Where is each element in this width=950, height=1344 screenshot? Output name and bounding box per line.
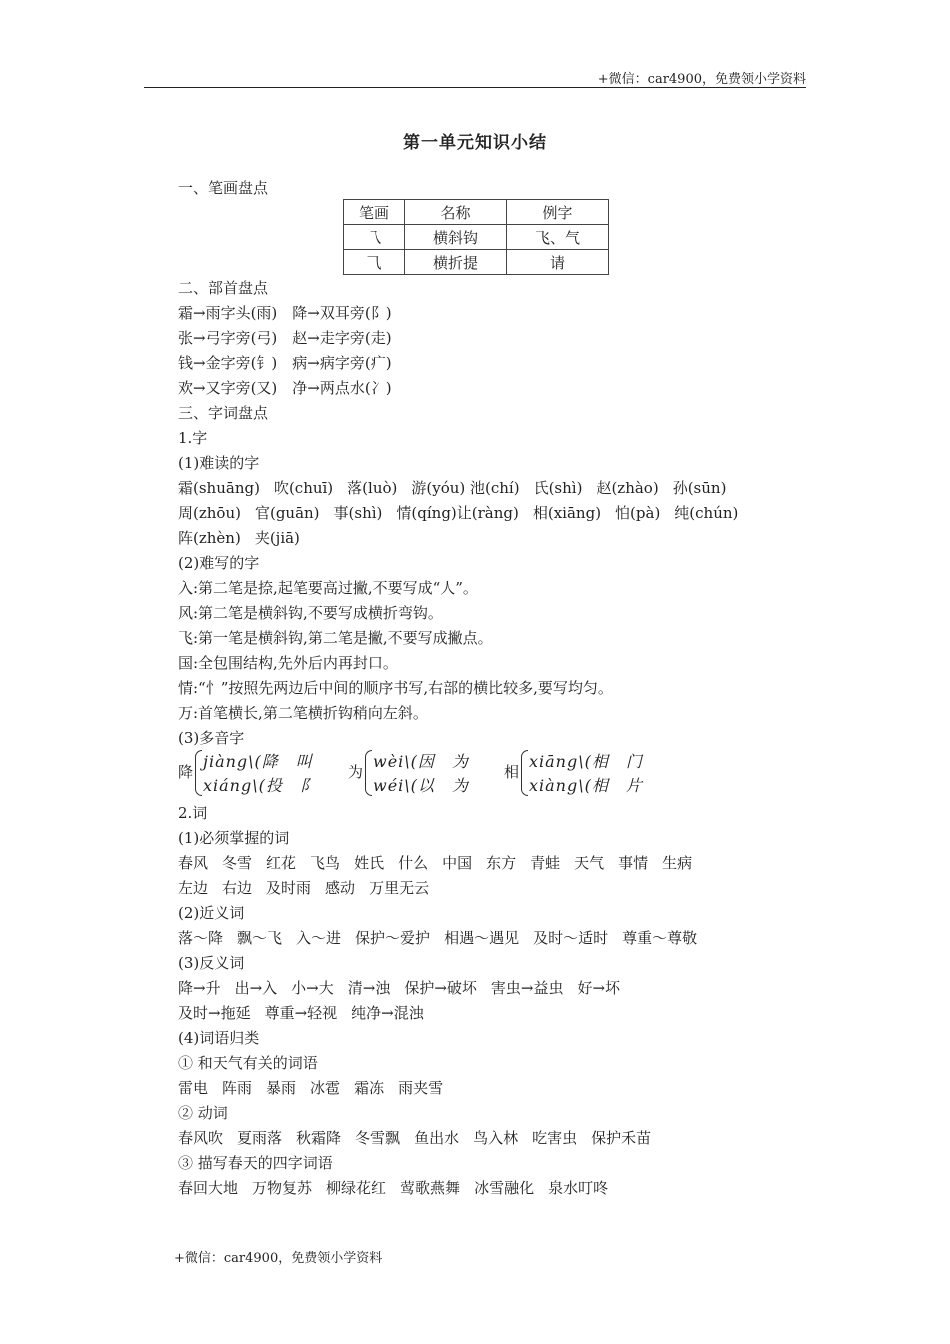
word-item: 阵雨 (222, 1079, 253, 1097)
polyphone-char: 为 (348, 763, 364, 781)
brace-icon (521, 750, 528, 796)
brace-icon (195, 750, 202, 796)
radical-line: 张→弓字旁(弓) 赵→走字旁(走) (178, 329, 392, 347)
write-note: 情:“忄”按照先两边后中间的顺序书写,右部的横比较多,要写均匀。 (178, 679, 613, 697)
section-heading: 一、笔画盘点 (178, 179, 269, 197)
table-header-cell: 例字 (507, 200, 609, 225)
word-item: 中国 (442, 854, 473, 872)
word-item: 周(zhōu) (178, 504, 241, 522)
word-line (178, 926, 818, 951)
word-item: 万里无云 (369, 879, 430, 897)
word-line (178, 1176, 818, 1201)
main-content (178, 176, 818, 1201)
word-item: 吃害虫 (532, 1129, 578, 1147)
word-item: 红花 (266, 854, 297, 872)
stroke-name: 横折提 (405, 250, 507, 275)
polyphone-reading: xiàng\(相 片 (529, 776, 643, 795)
word-item: 降→升 (178, 979, 221, 997)
radical-line: 欢→又字旁(又) 净→两点水(冫) (178, 379, 392, 397)
word-item: 鱼出水 (414, 1129, 460, 1147)
word-item: 入～进 (296, 929, 342, 947)
category-title: ① 和天气有关的词语 (178, 1054, 318, 1072)
word-item: 左边 (178, 879, 209, 897)
word-item: 情(qíng)让(ràng) (396, 504, 519, 522)
word-item: 天气 (574, 854, 605, 872)
write-note: 国:全包围结构,先外后内再封口。 (178, 654, 398, 672)
word-item: 落(luò) (347, 479, 398, 497)
polyphone-reading: wèi\(因 为 (373, 752, 469, 771)
subsection-heading: (4)词语归类 (178, 1029, 260, 1047)
stroke-glyph: ⺄ (344, 250, 405, 275)
word-item: 什么 (398, 854, 429, 872)
polyphone-char: 相 (504, 763, 520, 781)
polyphone-reading: xiāng\(相 门 (529, 752, 643, 771)
stroke-example: 飞、气 (507, 225, 609, 250)
word-item: 冰雪融化 (474, 1179, 535, 1197)
subsection-heading: (2)近义词 (178, 904, 245, 922)
word-item: 冬雪 (222, 854, 253, 872)
write-note: 飞:第一笔是横斜钩,第二笔是撇,不要写成撇点。 (178, 629, 493, 647)
write-note: 风:第二笔是横斜钩,不要写成横折弯钩。 (178, 604, 443, 622)
word-line (178, 1126, 818, 1151)
word-item: 害虫→益虫 (490, 979, 564, 997)
subsection-heading: (3)反义词 (178, 954, 245, 972)
word-item: 夏雨落 (237, 1129, 283, 1147)
word-item: 柳绿花红 (326, 1179, 387, 1197)
word-item: 好→坏 (577, 979, 621, 997)
table-header-cell: 笔画 (344, 200, 405, 225)
word-item: 泉水叮咚 (548, 1179, 609, 1197)
word-item: 及时→拖延 (178, 1004, 251, 1022)
word-item: 飘～飞 (237, 929, 283, 947)
word-item: 尊重→轻视 (264, 1004, 338, 1022)
word-item: 飞鸟 (310, 854, 341, 872)
polyphone-reading: wéi\(以 为 (373, 776, 469, 795)
word-item: 保护禾苗 (591, 1129, 652, 1147)
word-item: 夹(jiā) (254, 529, 300, 547)
word-item: 东方 (486, 854, 517, 872)
word-item: 相(xiāng) (532, 504, 602, 522)
word-item: 右边 (222, 879, 253, 897)
word-item: 怕(pà) (615, 504, 661, 522)
word-item: 春风 (178, 854, 209, 872)
word-item: 鸟入林 (473, 1129, 519, 1147)
word-item: 春回大地 (178, 1179, 239, 1197)
word-item: 霜冻 (354, 1079, 385, 1097)
word-item: 尊重～尊敬 (622, 929, 698, 947)
header-text: +微信：car4900，免费领小学资料 (597, 72, 806, 87)
word-item: 清→浊 (347, 979, 391, 997)
word-item: 氏(shì) (533, 479, 583, 497)
word-item: 保护～爱护 (355, 929, 431, 947)
word-line (178, 501, 818, 526)
word-item: 冬雪飘 (355, 1129, 401, 1147)
subsection-heading: (1)难读的字 (178, 454, 260, 472)
subsection-heading: (1)必须掌握的词 (178, 829, 290, 847)
word-item: 莺歌燕舞 (400, 1179, 461, 1197)
word-item: 吹(chuī) (273, 479, 334, 497)
word-item: 及时雨 (266, 879, 312, 897)
word-item: 纯(chún) (674, 504, 739, 522)
word-line (178, 1076, 818, 1101)
word-item: 官(guān) (254, 504, 320, 522)
word-item: 落～降 (178, 929, 224, 947)
word-item: 纯净→混浊 (351, 1004, 424, 1022)
word-item: 赵(zhào) (596, 479, 659, 497)
table-header-cell: 名称 (405, 200, 507, 225)
word-item: 事(shì) (333, 504, 383, 522)
stroke-name: 横斜钩 (405, 225, 507, 250)
word-item: 及时～适时 (533, 929, 609, 947)
subsection-heading: (3)多音字 (178, 729, 245, 747)
section-heading: 二、部首盘点 (178, 279, 269, 297)
word-item: 雨夹雪 (398, 1079, 444, 1097)
word-item: 孙(sūn) (672, 479, 727, 497)
word-item: 生病 (662, 854, 693, 872)
word-line (178, 1001, 818, 1026)
word-line (178, 976, 818, 1001)
page-title: 第一单元知识小结 (403, 133, 547, 153)
write-note: 万:首笔横长,第二笔横折钩稍向左斜。 (178, 704, 428, 722)
word-line (178, 851, 818, 876)
word-item: 感动 (325, 879, 356, 897)
word-item: 冰雹 (310, 1079, 341, 1097)
word-item: 保护→破坏 (404, 979, 477, 997)
word-item: 事情 (618, 854, 649, 872)
write-note: 入:第二笔是捺,起笔要高过撇,不要写成“人”。 (178, 579, 478, 597)
category-title: ② 动词 (178, 1104, 228, 1122)
word-item: 游(yóu) 池(chí) (411, 479, 520, 497)
subsection-heading: (2)难写的字 (178, 554, 260, 572)
header-rule (144, 87, 806, 88)
footer-text: +微信：car4900，免费领小学资料 (174, 1251, 383, 1266)
word-item: 出→入 (234, 979, 278, 997)
word-line (178, 476, 818, 501)
word-item: 万物复苏 (252, 1179, 313, 1197)
stroke-example: 请 (507, 250, 609, 275)
word-item: 姓氏 (354, 854, 385, 872)
word-item: 秋霜降 (296, 1129, 342, 1147)
category-title: ③ 描写春天的四字词语 (178, 1154, 333, 1172)
radical-line: 霜→雨字头(雨) 降→双耳旁(阝) (178, 304, 392, 322)
polyphone-block (178, 748, 818, 798)
polyphone-reading: jiàng\(降 叫 (203, 752, 313, 771)
word-item: 相遇～遇见 (444, 929, 520, 947)
subsection-heading: 2.词 (178, 804, 208, 822)
word-item: 春风吹 (178, 1129, 224, 1147)
word-line (178, 526, 818, 551)
radical-line: 钱→金字旁(钅) 病→病字旁(疒) (178, 354, 392, 372)
word-line (178, 876, 818, 901)
brace-icon (365, 750, 372, 796)
word-item: 青蛙 (530, 854, 561, 872)
word-item: 雷电 (178, 1079, 209, 1097)
section-heading: 三、字词盘点 (178, 404, 269, 422)
word-item: 小→大 (291, 979, 334, 997)
polyphone-char: 降 (178, 763, 194, 781)
word-item: 阵(zhèn) (178, 529, 241, 547)
stroke-glyph: 乁 (344, 225, 405, 250)
word-item: 暴雨 (266, 1079, 297, 1097)
word-item: 霜(shuāng) (178, 479, 260, 497)
subsection-heading: 1.字 (178, 429, 208, 447)
polyphone-reading: xiáng\(投 阝 (203, 776, 317, 795)
